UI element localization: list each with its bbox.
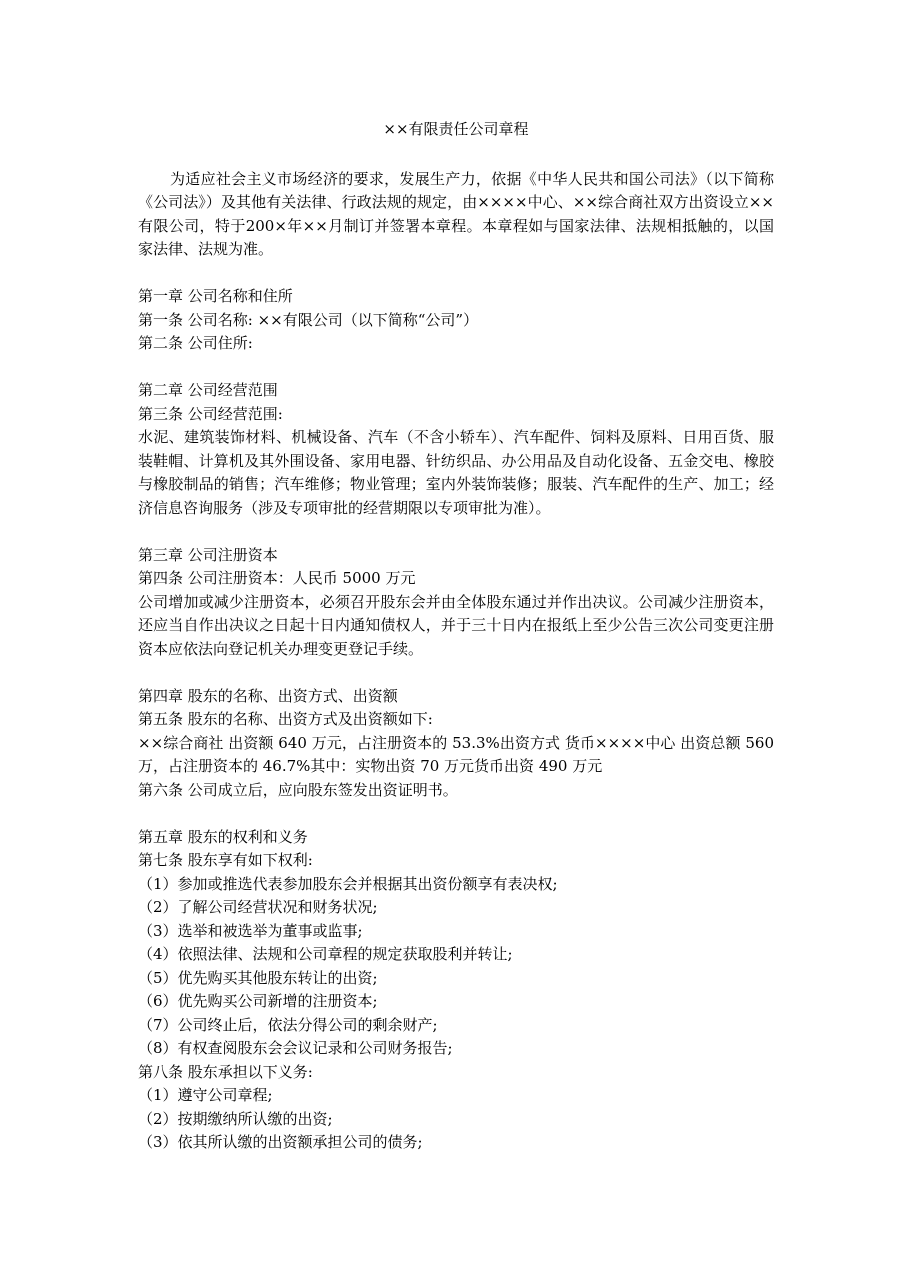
chapter-4-heading: 第四章 股东的名称、出资方式、出资额	[138, 686, 398, 705]
chapter-3-heading: 第三章 公司注册资本	[138, 545, 278, 564]
list-item-duty: （1）遵守公司章程;	[138, 1086, 273, 1104]
contribution-detail-paragraph: ××综合商社 出资额 640 万元，占注册资本的 53.3%出资方式 货币××××中心 出资总额 560 万，占注册资本的 46.7%其中：实物出资 70 万元货币出资 490 万元	[138, 733, 774, 775]
spacer	[138, 802, 774, 826]
list-item-right: （3）选举和被选举为董事或监事;	[138, 921, 363, 940]
article-2: 第二条 公司住所:	[138, 334, 253, 352]
article-4: 第四条 公司注册资本：人民币 5000 万元	[138, 569, 416, 587]
document-body	[138, 118, 774, 1155]
article-1: 第一条 公司名称: ××有限公司（以下简称“公司”）	[138, 310, 479, 329]
list-item-right: （7）公司终止后，依法分得公司的剩余财产;	[138, 1015, 438, 1034]
list-item-duty: （3）依其所认缴的出资额承担公司的债务;	[138, 1133, 423, 1151]
spacer	[138, 262, 774, 286]
list-item-right: （8）有权查阅股东会会议记录和公司财务报告;	[138, 1039, 453, 1057]
list-item-right: （1）参加或推选代表参加股东会并根据其出资份额享有表决权;	[138, 874, 558, 893]
list-item-right: （5）优先购买其他股东转让的出资;	[138, 968, 378, 987]
chapter-1-heading: 第一章 公司名称和住所	[138, 287, 293, 305]
chapter-2-heading: 第二章 公司经营范围	[138, 381, 278, 399]
preamble-paragraph: 为适应社会主义市场经济的要求，发展生产力，依据《中华人民共和国公司法》（以下简称《公司法》）及其他有关法律、行政法规的规定，由××××中心、××综合商社双方出资设立××有限公司，特于200×年××月制订并签署本章程。本章程如与国家法律、法规相抵触的，以国家法律、法规为准。	[138, 169, 774, 258]
spacer	[138, 661, 774, 685]
chapter-5-heading: 第五章 股东的权利和义务	[138, 827, 308, 846]
document-title: ××有限责任公司章程	[383, 120, 529, 138]
article-5: 第五条 股东的名称、出资方式及出资额如下:	[138, 710, 433, 728]
business-scope-paragraph: 水泥、建筑装饰材料、机械设备、汽车（不含小轿车）、汽车配件、饲料及原料、日用百货、服装鞋帽、计算机及其外围设备、家用电器、针纺织品、办公用品及自动化设备、五金交电、橡胶与橡胶制品的销售；汽车维修；物业管理；室内外装饰装修；服装、汽车配件的生产、加工；经济信息咨询服务（涉及专项审批的经营期限以专项审批为准）。	[138, 428, 774, 517]
article-8: 第八条 股东承担以下义务:	[138, 1062, 313, 1081]
list-item-right: （2）了解公司经营状况和财务状况;	[138, 898, 378, 916]
article-7: 第七条 股东享有如下权利:	[138, 851, 313, 869]
spacer	[138, 356, 774, 380]
article-3: 第三条 公司经营范围:	[138, 404, 283, 423]
list-item-right: （6）优先购买公司新增的注册资本;	[138, 992, 378, 1010]
spacer	[138, 520, 774, 544]
capital-change-paragraph: 公司增加或减少注册资本，必须召开股东会并由全体股东通过并作出决议。公司减少注册资本，还应当自作出决议之日起十日内通知债权人，并于三十日内在报纸上至少公告三次公司变更注册资本应依法向登记机关办理变更登记手续。	[138, 592, 774, 658]
list-item-duty: （2）按期缴纳所认缴的出资;	[138, 1109, 333, 1128]
list-item-right: （4）依照法律、法规和公司章程的规定获取股利并转让;	[138, 945, 513, 963]
article-6: 第六条 公司成立后，应向股东签发出资证明书。	[138, 780, 458, 799]
